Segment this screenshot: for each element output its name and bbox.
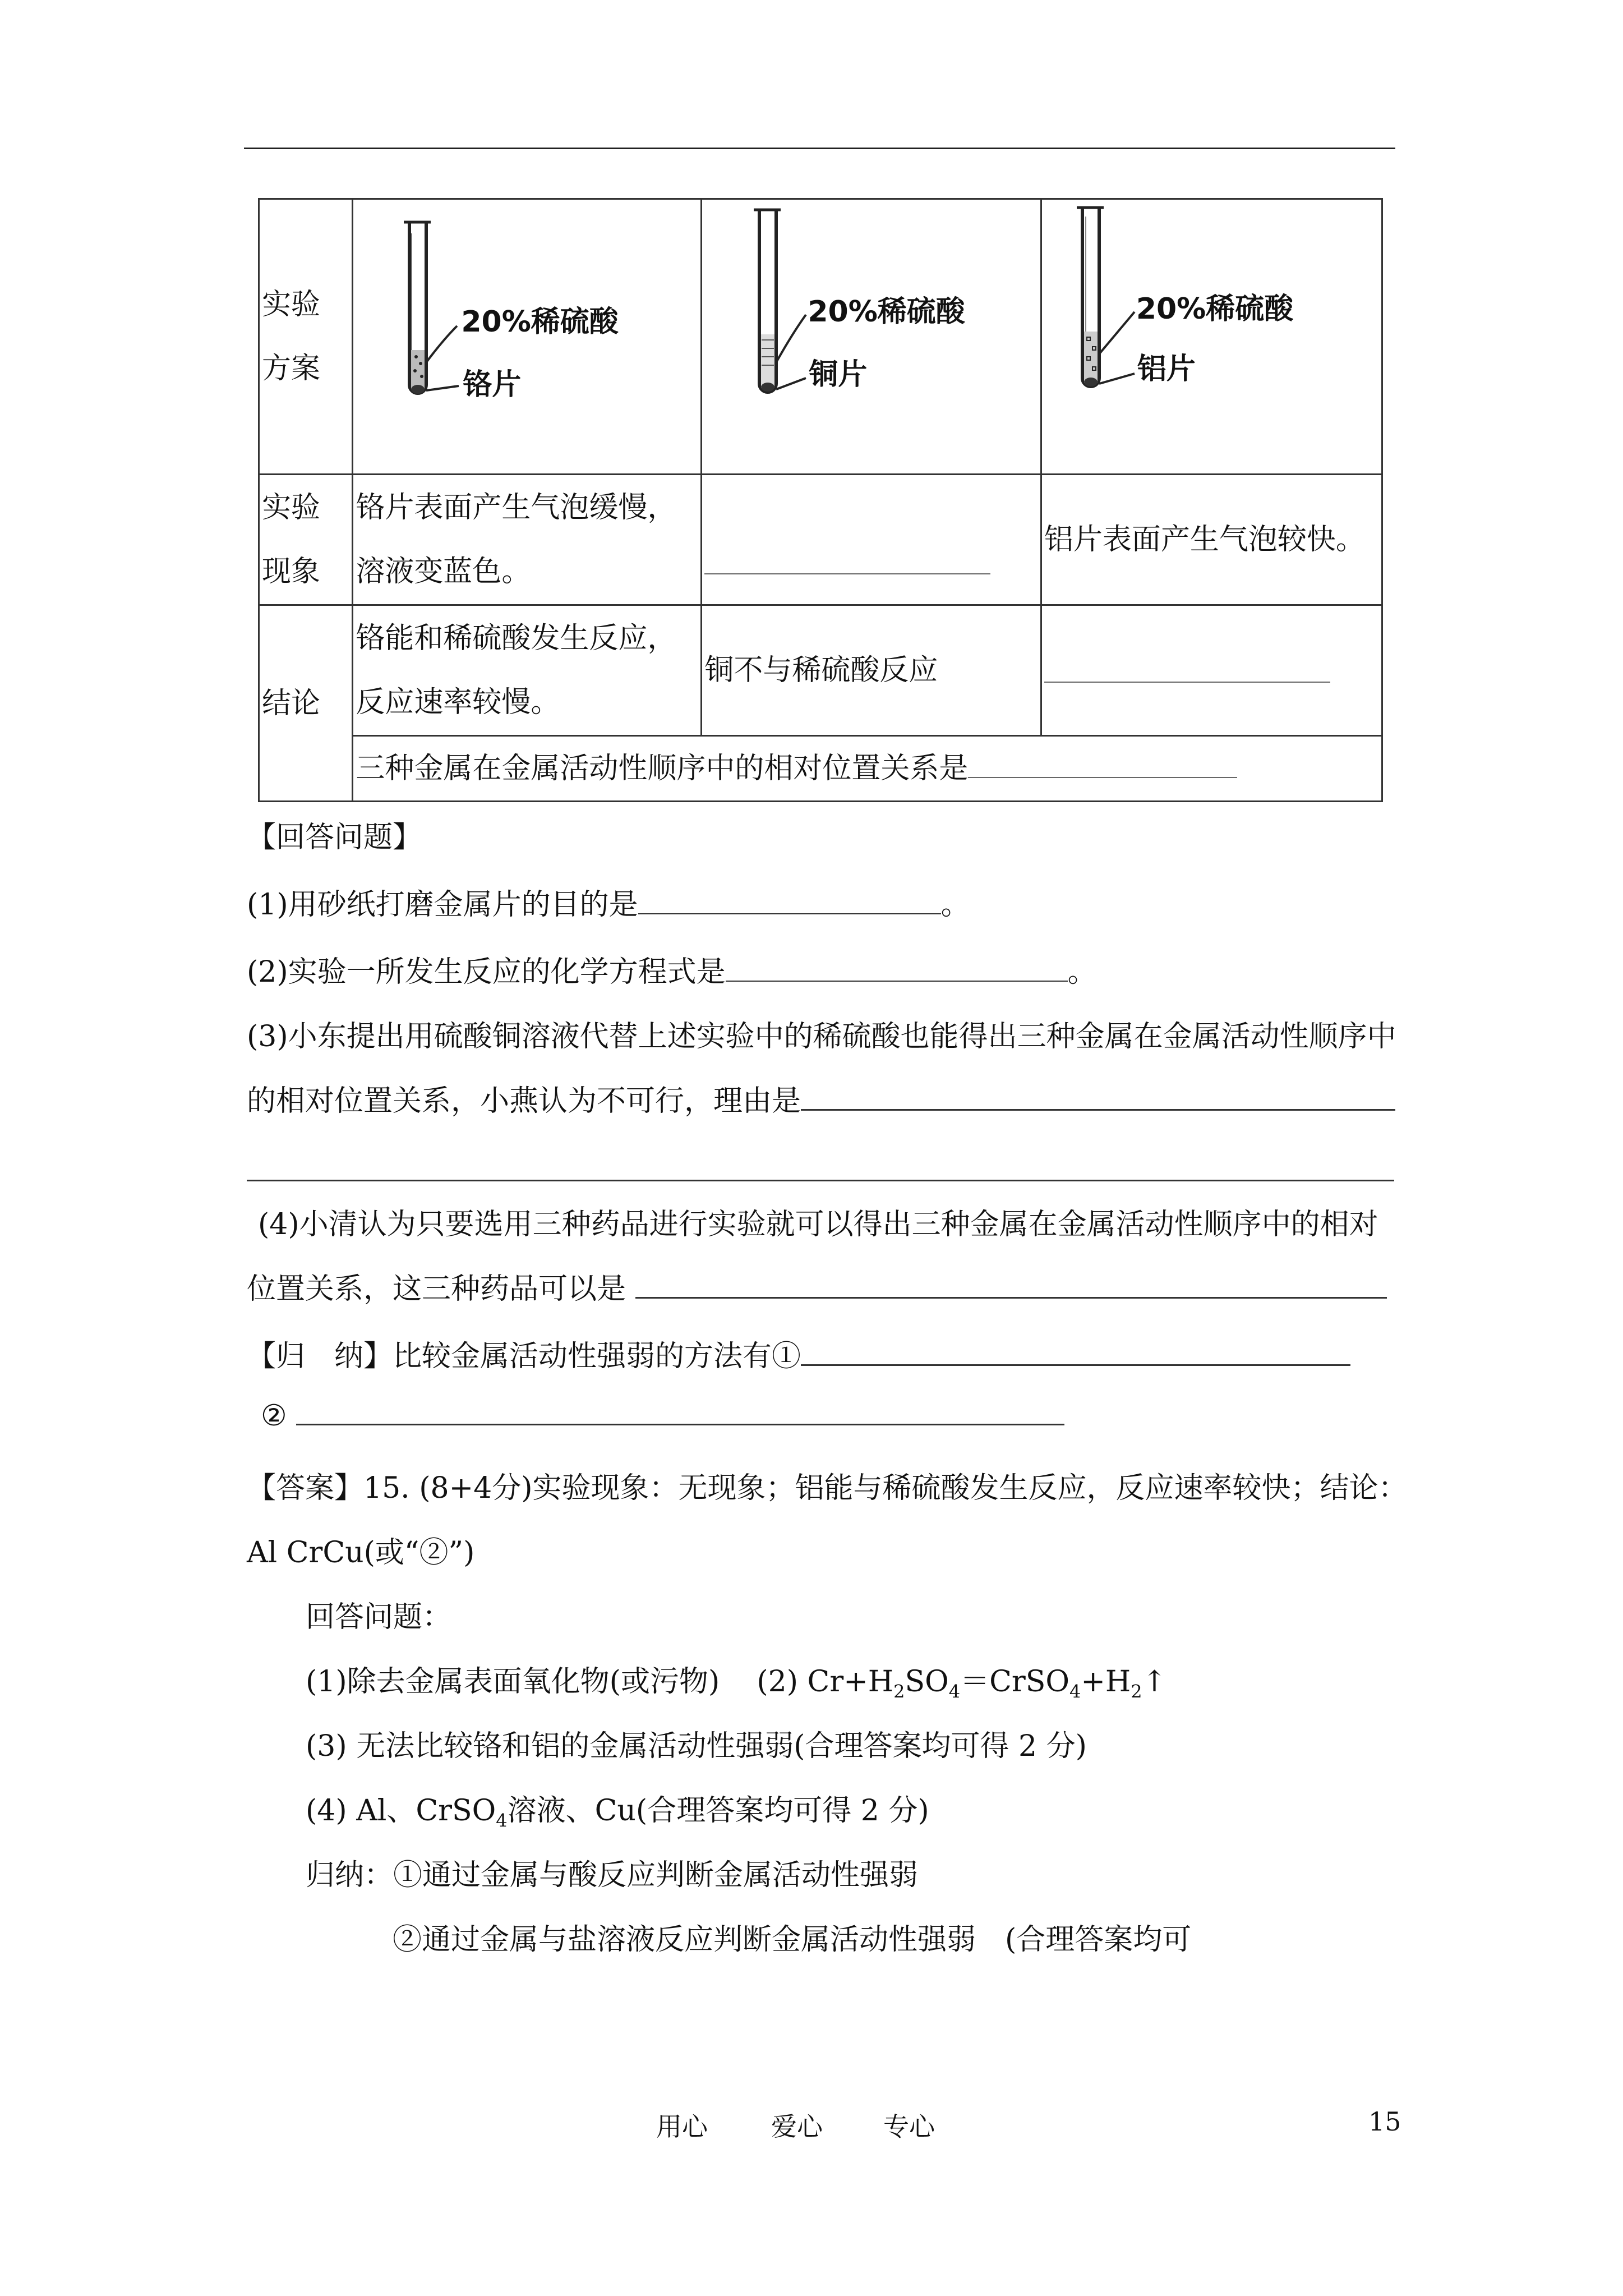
acid-label: 20%稀硫酸 (808, 295, 965, 329)
conclusion-copper: 铜不与稀硫酸反应 (702, 605, 1041, 736)
metal-label: 铬片 (463, 368, 522, 402)
summary-text: 三种金属在金属活动性顺序中的相对位置关系是 (356, 752, 969, 785)
test-tube-aluminum (1042, 200, 1381, 473)
metal-label: 铝片 (1137, 352, 1196, 386)
scheme-row (259, 199, 1382, 475)
conclusion-chromium: 铬能和稀硫酸发生反应，反应速率较慢。 (353, 605, 702, 736)
tube-cell-aluminum (1041, 199, 1382, 475)
phenomenon-row (259, 475, 1382, 605)
questions-heading: 【回答问题】 (247, 821, 422, 854)
answer-3: (3) 无法比较铬和铝的金属活动性强弱(合理答案均可得 2 分) (306, 1729, 1087, 1763)
answer-line-1: 【答案】15. (8+4分)实验现象：无现象；铝能与稀硫酸发生反应，反应速率较快；结论： (247, 1471, 1408, 1505)
answer-blank-2[interactable] (726, 954, 1068, 982)
summary-row (259, 736, 1382, 802)
footer-motto-1: 用心 (656, 2111, 708, 2142)
question-4-line2: 位置关系，这三种药品可以是 (247, 1265, 1387, 1307)
phenomenon-chromium: 铬片表面产生气泡缓慢，溶液变蓝色。 (353, 475, 702, 605)
answer-induce-2: ②通过金属与盐溶液反应判断金属活动性强弱 (合理答案均可 (393, 1923, 1192, 1957)
blank-line (1044, 682, 1330, 683)
answer-blank-4[interactable] (635, 1270, 1387, 1299)
page-number: 15 (1368, 2106, 1401, 2137)
question-2: (2)实验一所发生反应的化学方程式是 。 (247, 948, 1097, 990)
question-3-line2: 的相对位置关系，小燕认为不可行，理由是 (247, 1077, 1395, 1119)
metal-label: 铜片 (809, 358, 868, 392)
row-header-conclusion: 结论 (259, 605, 353, 802)
answer-1-2: (1)除去金属表面氧化物(或污物) (2) $Cr+H_2SO_4=CrSO_4+H_2↑$ (306, 1665, 1167, 1703)
experiment-table (258, 198, 1383, 802)
blank-line (704, 573, 990, 574)
induce-line: 【归 纳】比较金属活动性强弱的方法有① (247, 1332, 1350, 1374)
induce-line-2: ② (261, 1397, 1064, 1433)
answer-line-2: Al CrCu(或“②”) (247, 1536, 475, 1570)
footer-motto-3: 专心 (883, 2111, 935, 2142)
answer-induce-1: 归纳：①通过金属与酸反应判断金属活动性强弱 (306, 1858, 919, 1892)
answer-subheading: 回答问题： (306, 1600, 452, 1634)
answer-blank-1[interactable] (638, 886, 941, 914)
header-rule (244, 148, 1395, 149)
conclusion-aluminum-blank[interactable] (1041, 605, 1382, 736)
acid-label: 20%稀硫酸 (461, 305, 619, 339)
tube-cell-chromium (353, 199, 702, 475)
conclusion-row (259, 605, 1382, 736)
tube-cell-copper (702, 199, 1041, 475)
answer-blank-3[interactable] (801, 1082, 1395, 1111)
question-4-line1: (4)小清认为只要选用三种药品进行实验就可以得出三种金属在金属活动性顺序中的相对 (258, 1208, 1378, 1241)
question-1: (1)用砂纸打磨金属片的目的是 。 (247, 881, 970, 923)
question-3-line1: (3)小东提出用硫酸铜溶液代替上述实验中的稀硫酸也能得出三种金属在金属活动性顺序中 (247, 1020, 1396, 1053)
footer-motto-2: 爱心 (771, 2111, 823, 2142)
phenomenon-aluminum: 铝片表面产生气泡较快。 (1041, 475, 1382, 605)
phenomenon-copper-blank[interactable] (702, 475, 1041, 605)
method-blank-2[interactable] (296, 1397, 1064, 1425)
row-header-phenomenon: 实验 现象 (259, 475, 353, 605)
summary-cell (353, 736, 1382, 802)
test-tube-copper (702, 200, 1040, 473)
answer-4: (4) Al、CrSO$_4$溶液、Cu(合理答案均可得 2 分) (306, 1794, 929, 1832)
acid-label: 20%稀硫酸 (1136, 292, 1294, 326)
row-header-scheme: 实验 方案 (259, 199, 353, 475)
summary-blank[interactable] (968, 777, 1237, 778)
method-blank-1[interactable] (801, 1337, 1350, 1366)
answer-blank-3b[interactable] (247, 1180, 1394, 1181)
